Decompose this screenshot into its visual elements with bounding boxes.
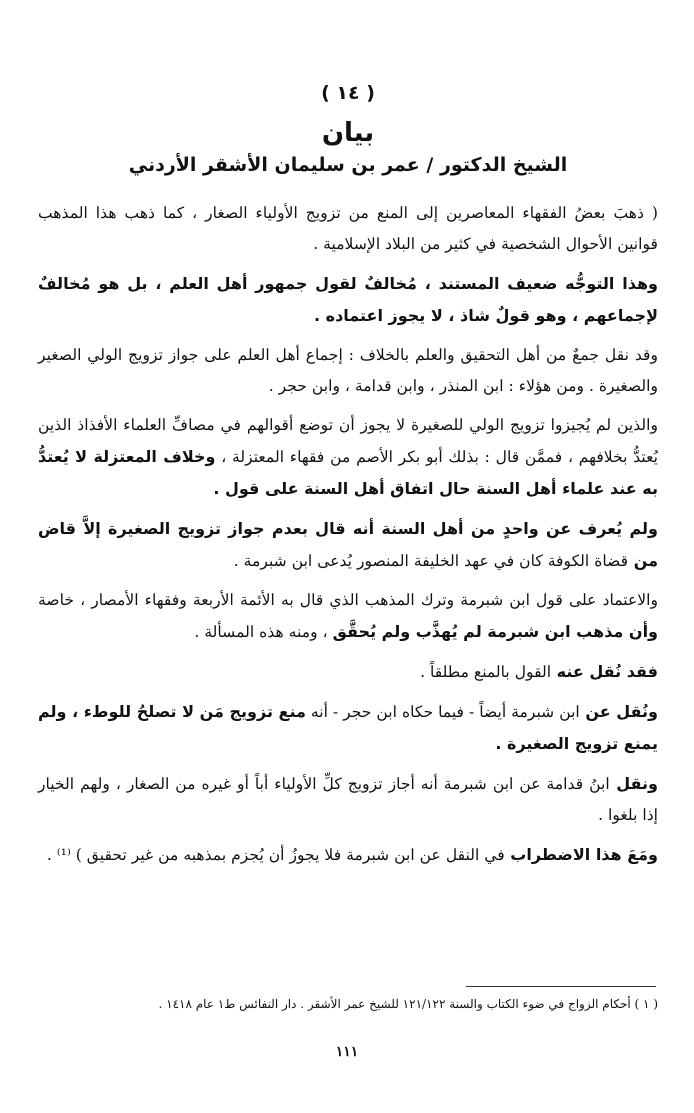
paragraph (38, 585, 658, 648)
paragraph-text: والاعتماد على قول ابن شبرمة وترك المذهب الذي قال به الأئمة الأربعة وفقهاء الأمصار ، خاصة (38, 591, 658, 609)
paragraph-text: ابن شبرمة أيضاً - فيما حكاه ابن حجر - أنه (305, 703, 580, 721)
bold-text: فقد نُقل عنه (551, 662, 658, 681)
bold-text: ومَعَ هذا الاضطراب (504, 845, 658, 864)
page-title: بيان (321, 118, 375, 148)
paragraph-text: والذين لم يُجيزوا تزويج الولي للصغيرة لا يجوز أن توضع أقوالهم في مصافِّ العلماء الأفذاذ الذين يُعتدُّ بخلافهم ، فممَّن قال : بذلك أبو بكر الأصم من فقهاء المعتزلة ، (38, 416, 658, 466)
paragraph-text: ابنُ قدامة عن ابن شبرمة أنه أجاز تزويج كلِّ الأولياء أباً أو غيره من الصغار ، ولهم الخيار إذا بلغوا . (38, 775, 658, 824)
paragraph (38, 839, 658, 871)
footnote-divider (466, 986, 656, 987)
bold-text: ولم يُعرف عن واحدٍ من أهل السنة أنه قال بعدم جواز تزويج الصغيرة إلاَّ قاض من (38, 519, 658, 570)
paragraph-text: في النقل عن ابن شبرمة فلا يجوزُ أن يُجزم بمذهبه من غير تحقيق ) ⁽¹⁾ . (46, 846, 505, 864)
bold-text: وهذا التوجُّه ضعيف المستند ، مُخالفٌ لقول جمهور أهل العلم ، بل هو مُخالفٌ لإجماعهم ، وهو قولٌ شاذ ، لا يجوز اعتماده . (38, 274, 658, 325)
footnote: ( ١ ) أحكام الزواج في ضوء الكتاب والسنة ١٢١/١٢٢ للشيخ عمر الأشقر . دار النفائس ط١ عام ١٤١٨ . (158, 997, 658, 1011)
paragraph (38, 696, 658, 760)
paragraph (38, 656, 658, 688)
paragraph-text: القول بالمنع مطلقاً . (420, 663, 552, 681)
paragraph (38, 513, 658, 577)
bold-text: وخلاف المعتزلة لا يُعتدُّ به عند علماء أهل السنة حال اتفاق أهل السنة على قول . (38, 447, 658, 498)
page-number: ١١١ (335, 1044, 359, 1060)
text-body (38, 198, 658, 871)
paragraph-text: ( ذهبَ بعضُ الفقهاء المعاصرين إلى المنع من تزويج الأولياء الصغار ، كما ذهب هذا المذهب قوانين الأحوال الشخصية في كثير من البلاد الإسلامية . (38, 204, 658, 253)
page-body (38, 70, 658, 879)
paragraph (38, 768, 658, 831)
bold-text: وأن مذهب ابن شبرمة لم يُهذَّب ولم يُحقَّق (332, 622, 658, 641)
paragraph (38, 198, 658, 260)
paragraph-text: وقد نقل جمعٌ من أهل التحقيق والعلم بالخلاف : إجماع أهل العلم على جواز تزويج الولي الصغير والصغيرة . ومن هؤلاء : ابن المنذر ، وابن قدامة ، وابن حجر . (38, 346, 658, 395)
author-heading: الشيخ الدكتور / عمر بن سليمان الأشقر الأردني (128, 154, 568, 176)
section-number: ( ١٤ ) (321, 82, 375, 104)
bold-text: ونقل (609, 774, 658, 793)
bold-text: منع تزويج مَن لا تصلحُ للوطء ، ولم يمنع تزويج الصغيرة . (38, 702, 658, 753)
paragraph-text: ، ومنه هذه المسألة . (194, 623, 333, 641)
paragraph (38, 340, 658, 402)
bold-text: ونُقل عن (579, 702, 658, 721)
paragraph (38, 410, 658, 505)
paragraph (38, 268, 658, 332)
paragraph-text: قضاة الكوفة كان في عهد الخليفة المنصور يُدعى ابن شبرمة . (233, 552, 629, 570)
